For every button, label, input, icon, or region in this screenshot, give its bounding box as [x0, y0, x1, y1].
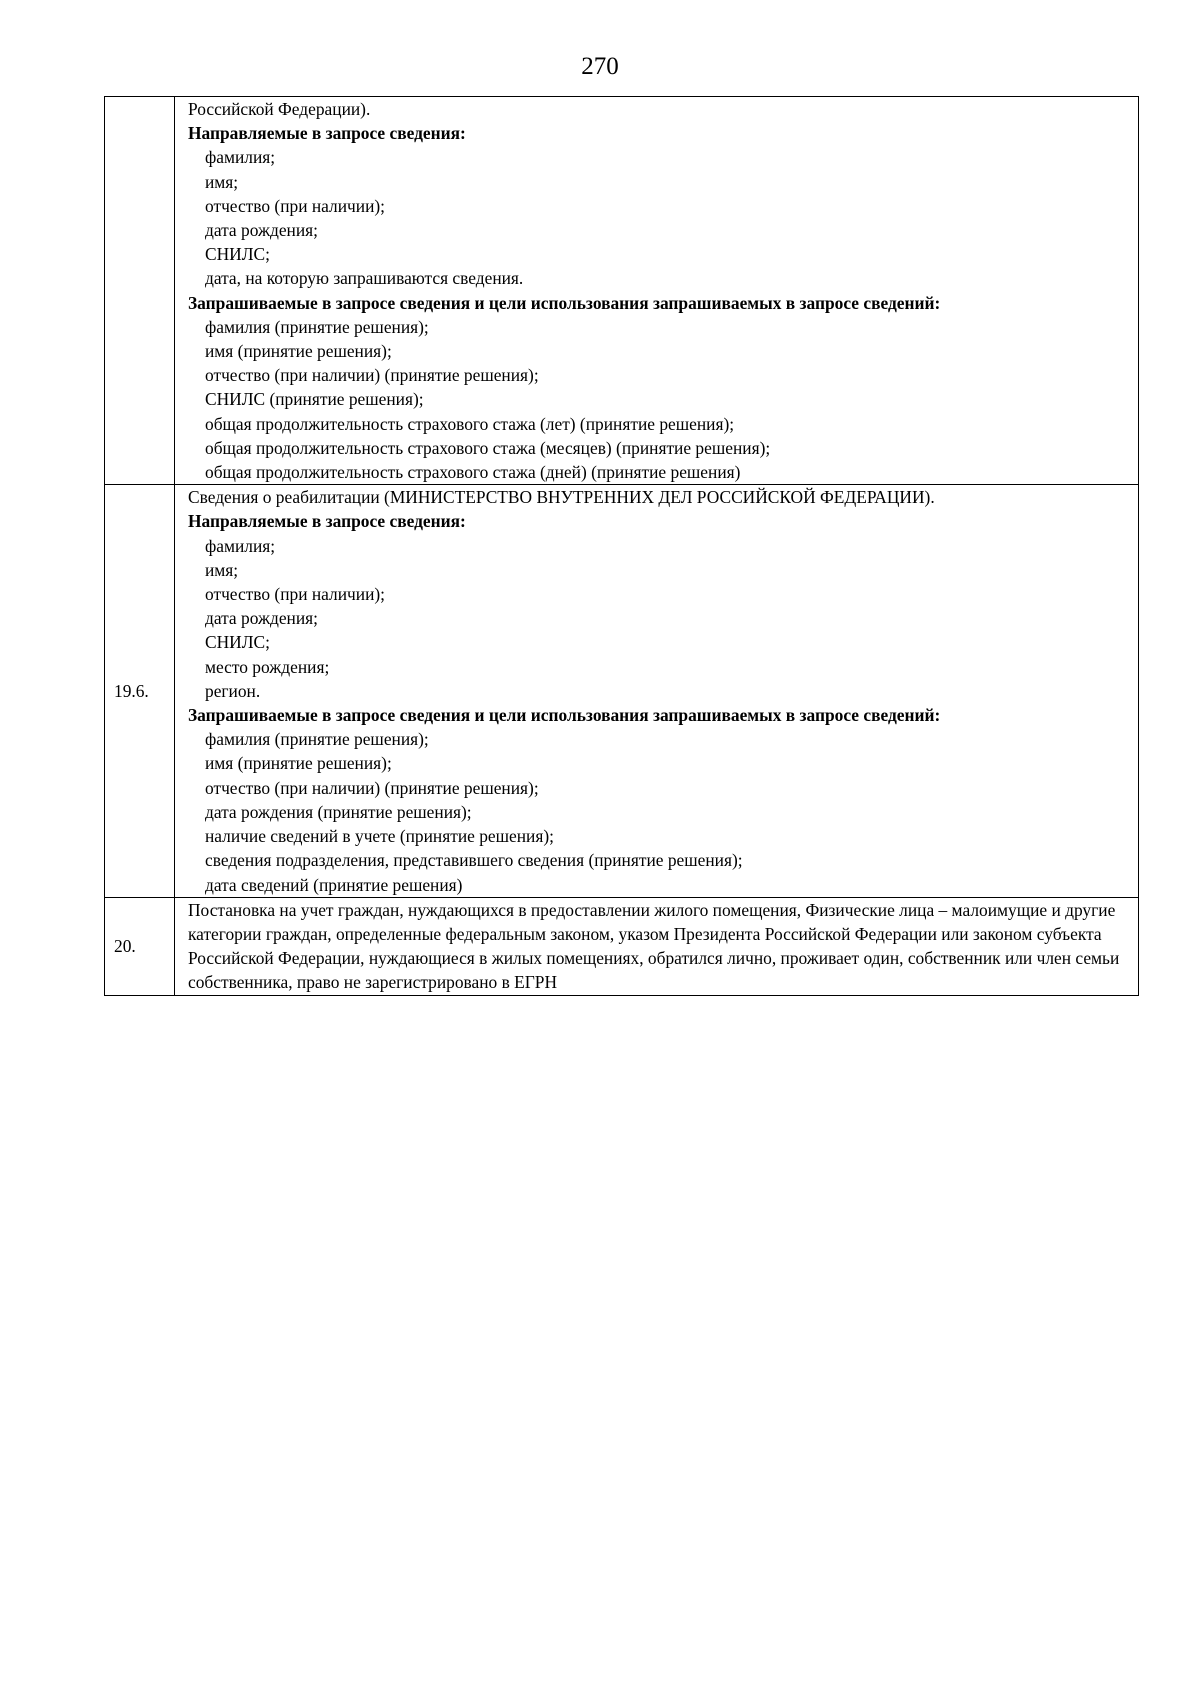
row-number: 20. — [105, 897, 175, 995]
section-heading: Направляемые в запросе сведения: — [188, 511, 466, 532]
row-number: 19.6. — [105, 485, 175, 897]
section-heading: Запрашиваемые в запросе сведения и цели использования запрашиваемых в запросе сведений: — [188, 705, 941, 726]
list-item: фамилия; — [205, 147, 276, 168]
list-item: дата сведений (принятие решения) — [205, 874, 463, 895]
list-item: общая продолжительность страхового стажа (лет) (принятие решения); — [205, 413, 735, 434]
list-item: имя; — [205, 171, 239, 192]
list-item: регион. — [205, 680, 261, 701]
list-item: фамилия (принятие решения); — [205, 316, 429, 337]
row-number — [105, 97, 175, 485]
table-body — [105, 97, 1139, 996]
list-item: дата рождения; — [205, 220, 318, 241]
list-item: наличие сведений в учете (принятие решения); — [205, 826, 554, 847]
list-item: отчество (при наличии) (принятие решения); — [205, 777, 539, 798]
list-item: имя (принятие решения); — [205, 341, 392, 362]
list-item: сведения подразделения, представившего сведения (принятие решения); — [205, 850, 743, 871]
row-content — [175, 897, 1139, 995]
row-content — [175, 97, 1139, 485]
list-item: СНИЛС (принятие решения); — [205, 389, 424, 410]
table-row — [105, 485, 1139, 897]
content-paragraph: Постановка на учет граждан, нуждающихся в предоставлении жилого помещения, Физические лица – малоимущие и другие категории граждан, определенные федеральным законом, указом Президента Российской Федерации или законом субъекта Российской Федерации, нуждающиеся в жилых помещениях, обратился лично, проживает один, собственник или член семьи собственника, право не зарегистрировано в ЕГРН — [188, 899, 1120, 993]
list-item: общая продолжительность страхового стажа (месяцев) (принятие решения); — [205, 437, 771, 458]
list-item: дата, на которую запрашиваются сведения. — [205, 268, 524, 289]
list-item: фамилия (принятие решения); — [205, 729, 429, 750]
list-item: отчество (при наличии); — [205, 584, 386, 605]
document-table — [104, 96, 1139, 996]
list-item: имя (принятие решения); — [205, 753, 392, 774]
list-item: СНИЛС; — [205, 244, 270, 265]
content-line: Российской Федерации). — [188, 99, 371, 119]
list-item: общая продолжительность страхового стажа (дней) (принятие решения) — [205, 462, 741, 483]
section-heading: Направляемые в запросе сведения: — [188, 123, 466, 144]
content-line: Сведения о реабилитации (МИНИСТЕРСТВО ВНУТРЕННИХ ДЕЛ РОССИЙСКОЙ ФЕДЕРАЦИИ). — [188, 487, 935, 508]
section-heading: Запрашиваемые в запросе сведения и цели использования запрашиваемых в запросе сведений: — [188, 292, 941, 313]
list-item: имя; — [205, 559, 239, 580]
list-item: фамилия; — [205, 535, 276, 556]
list-item: место рождения; — [205, 656, 330, 677]
table-row — [105, 897, 1139, 995]
list-item: СНИЛС; — [205, 632, 270, 653]
list-item: дата рождения; — [205, 608, 318, 629]
row-content — [175, 485, 1139, 897]
table-row — [105, 97, 1139, 485]
list-item: отчество (при наличии); — [205, 195, 386, 216]
list-item: дата рождения (принятие решения); — [205, 801, 472, 822]
list-item: отчество (при наличии) (принятие решения); — [205, 365, 539, 386]
page-number: 270 — [581, 53, 619, 80]
